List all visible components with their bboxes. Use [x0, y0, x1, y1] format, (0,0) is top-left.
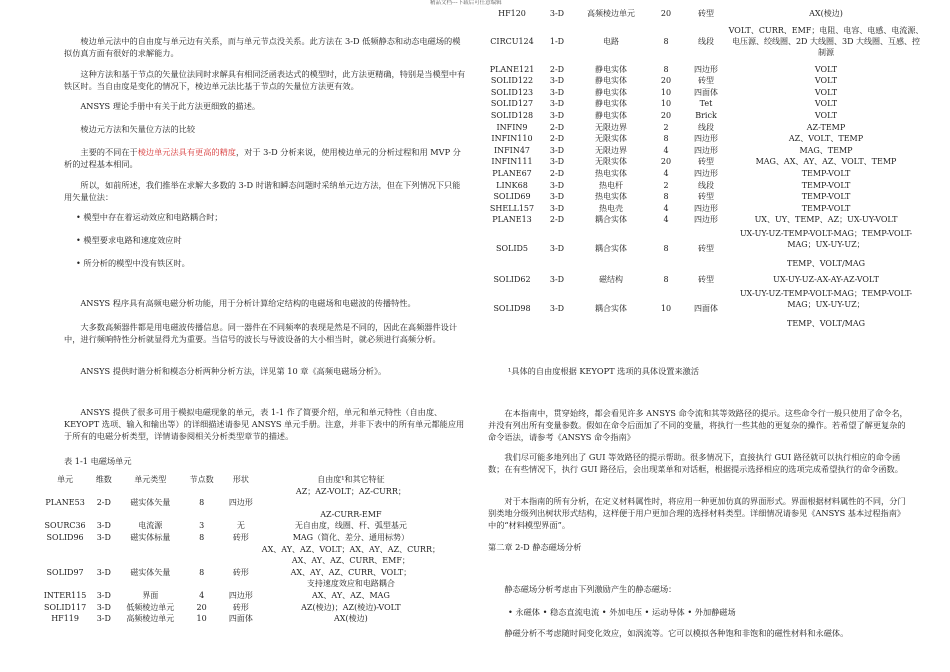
col-header: 单元类型: [134, 475, 167, 484]
para-command-tips: 在本指南中，贯穿始终，都会看见许多 ANSYS 命令流和其等效路径的提示。这些命令行一般只使用了命令名，并没有列出所有变量参数。假如在命令后面加了不同的变量，将执行一些其他的更复杂的操作。若希望了解更复杂的命令语法，请参考《ANSYS 命令指南》: [488, 408, 908, 442]
table-row: INFIN47 3-D 无限边界 4 四边形 MAG、TEMP: [493, 145, 853, 155]
para-hf-capability: ANSYS 程序具有高频电磁分析功能，用于分析计算给定结构的电磁场和电磁波的传播特性。: [80, 298, 416, 308]
table-row: INFIN110 2-D 无限实体 8 四边形 AZ、VOLT、TEMP: [491, 134, 864, 144]
table-row: SOLID128 3-D 静电实体 20 Brick VOLT: [490, 110, 838, 120]
bullet-motion-circuit: • 模型中存在着运动效应和电路耦合时；: [76, 212, 223, 222]
table-row: AX、AY、AZ、CURR、EMF；: [291, 556, 410, 566]
table-row: HF119 3-D 高频棱边单元 10 四面体 AX(棱边): [51, 614, 368, 624]
table-row: SOLID96 3-D 磁实体标量 8 砖形 MAG（简化、差分、通用标势）: [46, 532, 410, 542]
subheading-comparison: 棱边元方法和矢量位方法的比较: [80, 124, 196, 134]
table-row: SOLID97 3-D 磁实体矢量 8 砖形 AX、AY、AZ、CURR、VOLT；: [46, 567, 412, 577]
table-row: SOURC36 3-D 电流源 3 无 无自由度，线圈、杆、弧型基元: [44, 521, 407, 531]
bullet-circuit-velocity: • 模型要求电路和速度效应时: [76, 235, 182, 245]
para-static-limits: 静磁分析不考虑随时间变化效应，如涡流等。它可以模拟各种饱和非饱和的磁性材料和永磁体。: [504, 628, 849, 638]
table-row: INFIN111 3-D 无限实体 20 砖型 MAG、AX、AY、AZ、VOLT、TEMP: [491, 157, 897, 167]
bullet-no-iron: • 所分析的模型中没有铁区时。: [76, 258, 190, 268]
table-row: LINK68 3-D 热电杆 2 线段 TEMP-VOLT: [496, 180, 851, 190]
element-table-left: [40, 474, 440, 625]
element-table-right: [484, 8, 924, 329]
table-row: SOLID123 3-D 静电实体 10 四面体 VOLT: [490, 87, 838, 97]
para-edge-method: 棱边单元法中的自由度与单元边有关系，而与单元节点没关系。此方法在 3-D 低频静态和动态电磁场的模拟仿真方面有很好的求解能力。: [64, 36, 461, 58]
table-row: INTER115 3-D 界面 4 四边形 AX、AY、AZ、MAG: [43, 590, 390, 600]
table-row: AZ-CURR-EMF: [320, 509, 382, 519]
col-header: 自由度¹和其它特征: [317, 475, 385, 484]
table-row: SOLID5 3-D 耦合实体 8 砖型 UX-UY-UZ-TEMP-VOLT-MAG；TEMP-VOLT-MAG；UX-UY-UZ； TEMP、VOLT/MAG: [495, 229, 913, 269]
table-row: 支持速度效应和电路耦合: [306, 579, 395, 589]
table-row: HF120 3-D 高频棱边单元 20 砖型 AX(棱边): [498, 9, 843, 18]
table-row: SOLID98 3-D 耦合实体 10 四面体 UX-UY-UZ-TEMP-VOLT-MAG；TEMP-VOLT-MAG；UX-UY-UZ； TEMP、VOLT/MAG: [493, 288, 913, 328]
col-header: 形状: [232, 475, 249, 484]
para-recommend: 所以，如前所述，我们推举在求解大多数的 3-D 时谐和瞬态问题时采纳单元边方法，但在下列情况下只能用矢量位法：: [64, 180, 461, 202]
header-note: 精品文档---下载后可任意编辑: [430, 0, 502, 6]
para-hf-methods: ANSYS 提供时谐分析和模态分析两种分析方法，详见第 10 章《高频电磁场分析》。: [80, 366, 387, 376]
para-theory-manual: ANSYS 理论手册中有关于此方法更细致的描述。: [80, 101, 261, 111]
table-row: SOLID69 3-D 热电实体 8 砖型 TEMP-VOLT: [493, 192, 851, 202]
para-hf-devices: 大多数高频器件都是用电磁波传播信息。同一器件在不同频率的表现是然是不同的，因此在高频器件设计中，进行频响特性分析就显得尤为重要。当信号的波长与导波设备的大小相当时，就必须进行高频分析。: [64, 322, 458, 344]
para-gui-paths: 我们尽可能多地列出了 GUI 等效路径的提示帮助。很多情况下，直接执行 GUI 路径就可以执行相应的命令函数；在有些情况下，执行 GUI 路径后，会出现菜单和对话框，根据提示选择相应的选项完成希望执行的命令函数。: [488, 452, 903, 474]
table-row: SOLID62 3-D 磁结构 8 砖型 UX-UY-UZ-AX-AY-AZ-VOLT: [493, 275, 879, 285]
table-row: PLANE121 2-D 静电实体 8 四边形 VOLT: [489, 64, 838, 74]
table-row: PLANE13 2-D 耦合实体 4 四边形 UX、UY、TEMP、AZ；UX-UY-VOLT: [492, 215, 898, 225]
bullet-excitations: • 永磁体 • 稳态直流电流 • 外加电压 • 运动导体 • 外加静磁场: [508, 607, 736, 617]
para-static-excitation: 静态磁场分析考虑由下列激励产生的静态磁场：: [504, 584, 677, 594]
para-compare-accuracy: 这种方法和基于节点的矢量位法同时求解具有相同泛函表达式的模型时，此方法更精确，特别是当模型中有铁区时。当自由度是变化的情况下，棱边单元法比基于节点的矢量位方法更有效。: [64, 69, 466, 91]
highlight-text: 棱边单元法具有更高的精度: [137, 147, 236, 157]
table-row: SHELL157 3-D 热电壳 4 四边形 TEMP-VOLT: [489, 203, 851, 213]
table-row: SOLID127 3-D 静电实体 10 Tet VOLT: [490, 99, 838, 109]
col-header: 维数: [95, 475, 112, 484]
table-row: PLANE67 2-D 热电实体 4 四边形 TEMP-VOLT: [492, 168, 851, 178]
para-main-difference: 主要的不同在于棱边单元法具有更高的精度，对于 3-D 分析来说，使用棱边单元的分析过程和用 MVP 分析的过程基本相同。: [64, 147, 461, 169]
table-row: SOLID117 3-D 低频棱边单元 20 砖形 AZ(棱边)；AZ(棱边)-VOLT: [43, 602, 401, 612]
table-row: AZ；AZ-VOLT；AZ-CURR；: [295, 486, 406, 496]
table-footnote: ¹具体的自由度根据 KEYOPT 选项的具体设置来激活: [508, 366, 700, 376]
table-row: PLANE53 2-D 磁实体矢量 8 四边形: [45, 498, 253, 508]
table-title: 表 1-1 电磁场单元: [64, 456, 132, 466]
table-row: CIRCU124 1-D 电路 8 线段 VOLT、CURR、EMF；电阻、电容、电感、电流源、电压源、绞线圈、2D 大线圈、3D 大线圈、互感、控制源: [490, 26, 924, 58]
col-header: 节点数: [189, 475, 214, 484]
table-row: SOLID122 3-D 静电实体 20 砖型 VOLT: [490, 76, 838, 86]
table-row: AX、AY、AZ、VOLT；AX、AY、AZ、CURR；: [261, 544, 440, 554]
table-row: INFIN9 2-D 无限边界 2 线段 AZ-TEMP: [496, 122, 846, 132]
table-header-row: [40, 474, 440, 486]
para-element-intro: ANSYS 提供了很多可用于模拟电磁现象的单元，表 1-1 作了简要介绍，单元和单元特性（自由度、KEYOPT 选项、输入和输出等）的详细描述请参见 ANSYS 单元手册。注意，并非下表中的所有单元都能应用于所有的电磁分析类型，详情请参阅相关分析类型章节的描述。: [64, 407, 465, 441]
chapter-title: 第二章 2-D 静态磁场分析: [488, 542, 582, 552]
col-header: 单元: [57, 475, 74, 484]
para-material-ui: 对于本指南的所有分析，在定义材料属性时，将应用一种更加仿真的界面形式。界面根据材料属性的不同，分门别类地分级列出树状形式结构，这样便于用户更加合理的选择材料类型。详细情况请参见《ANSYS 基本过程指南》中的“材料模型界面”。: [488, 496, 906, 530]
